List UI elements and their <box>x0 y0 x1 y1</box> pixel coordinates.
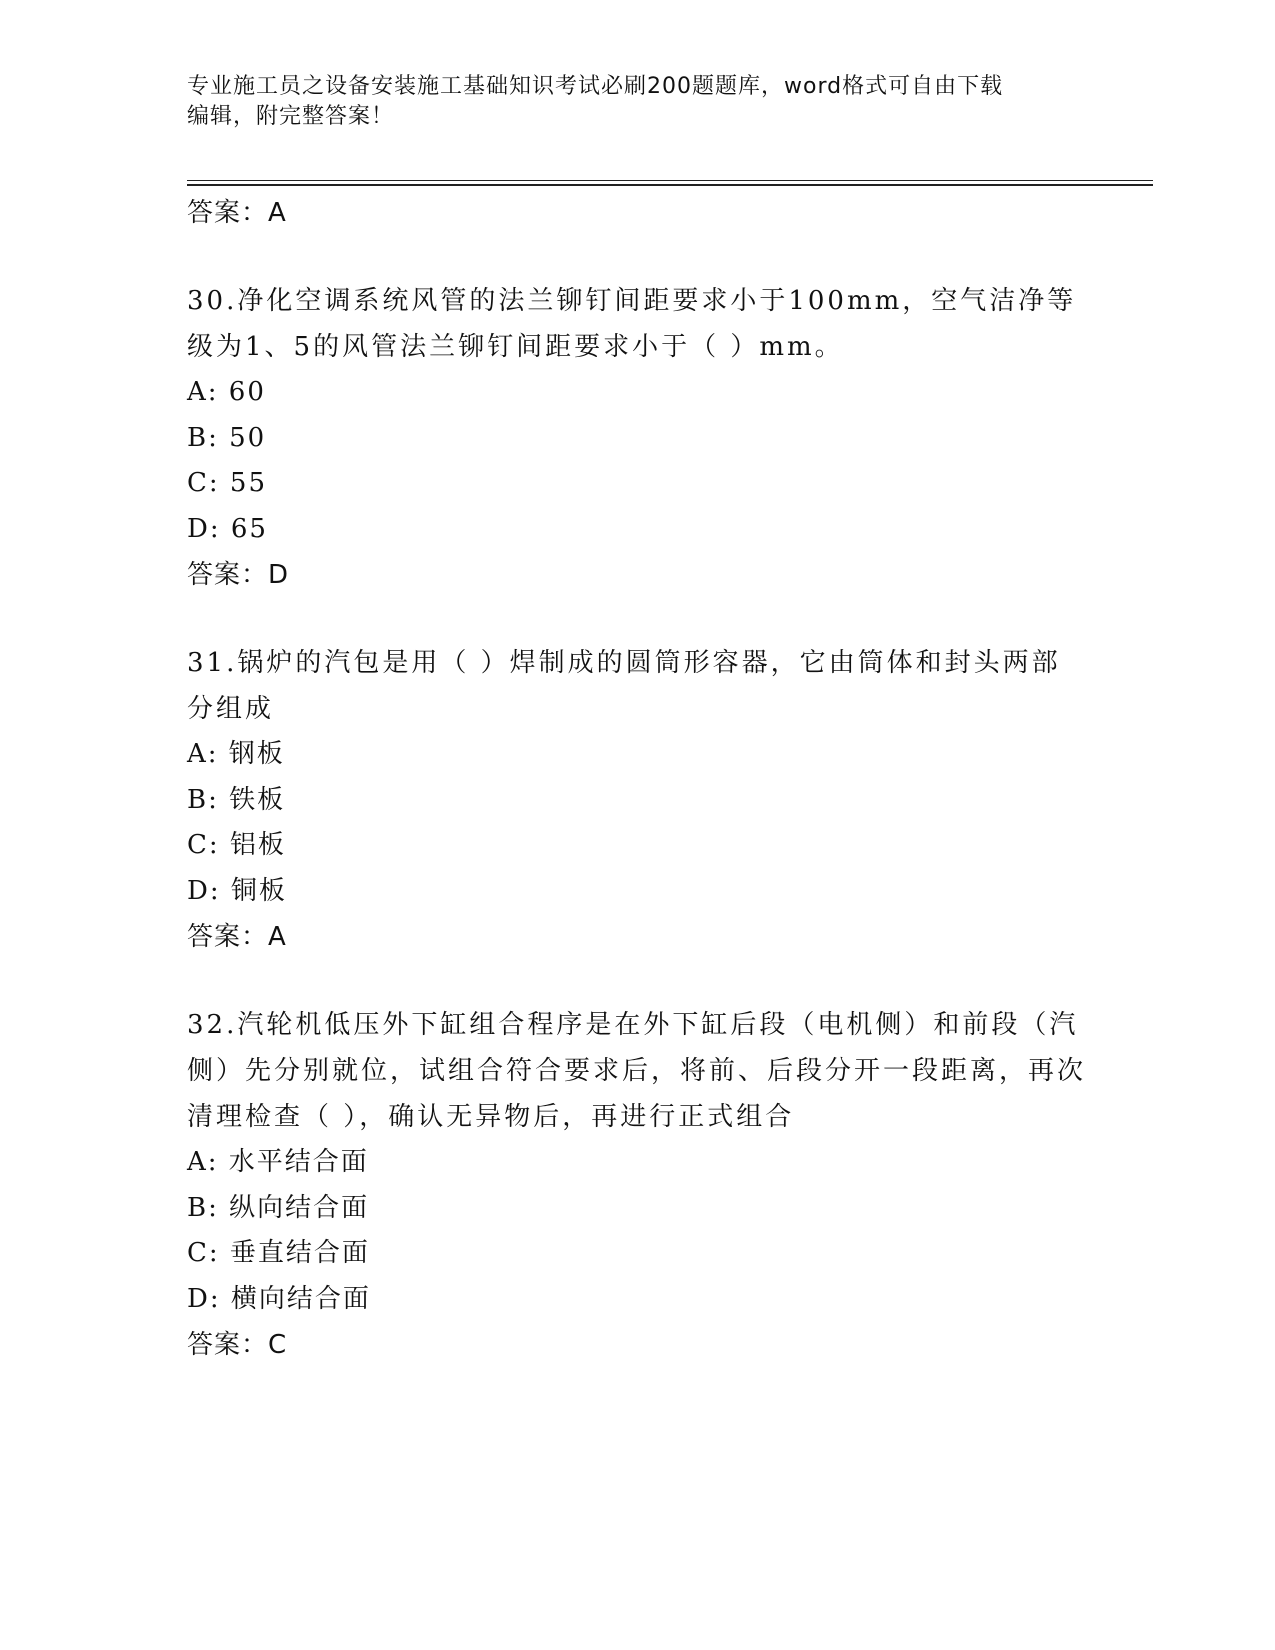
question-answer: 答案：A <box>187 922 287 952</box>
option-c: C: 垂直结合面 <box>187 1238 370 1268</box>
option-c: C: 55 <box>187 468 268 498</box>
option-c: C: 铝板 <box>187 830 286 860</box>
header-line-2: 编辑，附完整答案！ <box>187 104 395 129</box>
option-d: D: 65 <box>187 513 268 544</box>
document-header <box>187 72 1087 132</box>
header-line-1: 专业施工员之设备安装施工基础知识考试必刷200题题库，word格式可自由下载 <box>187 74 1004 99</box>
question-answer: 答案：C <box>187 1330 288 1360</box>
option-b: B: 纵向结合面 <box>187 1192 370 1223</box>
question-stem: 32.汽轮机低压外下缸组合程序是在外下缸后段（电机侧）和前段（汽侧）先分别就位，试组合符合要求后，将前、后段分开一段距离，再次清理检查（ ），确认无异物后，再进行正式组合 <box>187 1010 1087 1132</box>
question-32 <box>187 1002 1087 1368</box>
question-answer: 答案：D <box>187 560 290 590</box>
option-d: D: 横向结合面 <box>187 1283 371 1314</box>
option-a: A: 60 <box>187 377 266 407</box>
question-31 <box>187 640 1087 960</box>
question-stem: 30.净化空调系统风管的法兰铆钉间距要求小于100mm，空气洁净等级为1、5的风管法兰铆钉间距要求小于（ ）mm。 <box>187 286 1077 362</box>
option-a: A: 水平结合面 <box>187 1147 369 1177</box>
option-b: B: 50 <box>187 422 267 453</box>
header-divider-thin <box>187 180 1153 181</box>
option-b: B: 铁板 <box>187 784 286 815</box>
question-list <box>187 190 1087 1368</box>
question-stem: 31.锅炉的汽包是用（ ）焊制成的圆筒形容器，它由筒体和封头两部分组成 <box>187 648 1061 724</box>
header-divider-thick <box>187 184 1153 186</box>
option-a: A: 钢板 <box>187 739 285 769</box>
option-d: D: 铜板 <box>187 875 287 906</box>
question-30 <box>187 278 1087 598</box>
answer-previous: 答案：A <box>187 198 287 228</box>
